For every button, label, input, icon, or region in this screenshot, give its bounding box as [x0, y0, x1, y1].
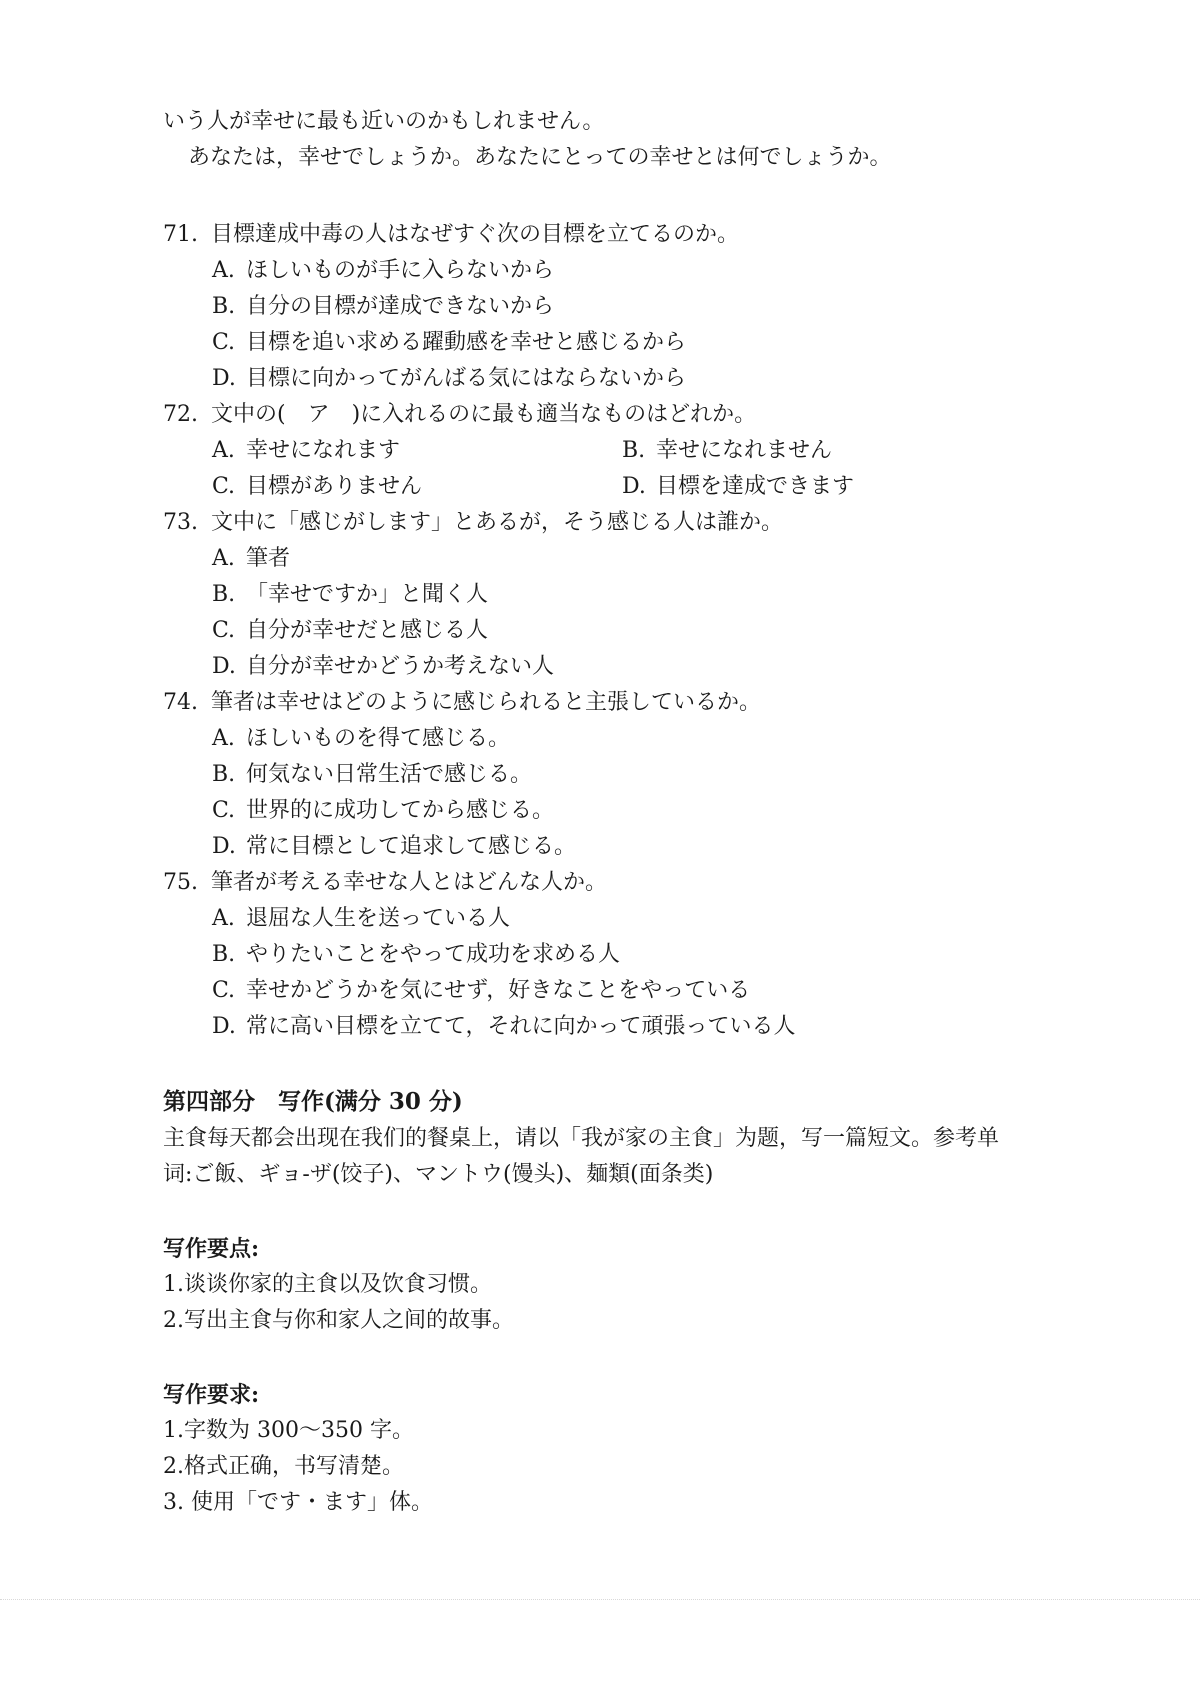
spacer [163, 1193, 1063, 1231]
option-text: 常に高い目標を立てて，それに向かって頑張っている人 [246, 1014, 796, 1039]
option-key: B. [212, 942, 236, 967]
option-c [163, 613, 1063, 649]
option-text: 幸せになれません [656, 438, 833, 463]
question-stem [163, 217, 1063, 253]
option-key: D. [212, 654, 236, 679]
option-text: 目標に向かってがんばる気にはならないから [246, 366, 687, 391]
question-number: 74. [163, 690, 198, 715]
spacer [163, 176, 1063, 217]
option-a [163, 901, 1063, 937]
writing-section [163, 1083, 1063, 1521]
option-key: C. [212, 978, 236, 1003]
question-stem [163, 505, 1063, 541]
option-key: D. [212, 1014, 236, 1039]
option-key: A. [212, 726, 235, 751]
option-key: C. [212, 798, 236, 823]
option-a [212, 433, 622, 469]
option-d [163, 1009, 1063, 1045]
option-b [163, 577, 1063, 613]
writing-prompt-line-2: 词:ご飯、ギョ-ザ(饺子)、マントウ(馒头)、麺類(面条类) [163, 1162, 714, 1187]
option-text: 退屈な人生を送っている人 [246, 906, 511, 931]
option-text: 筆者 [246, 546, 291, 571]
writing-points-title: 写作要点: [163, 1236, 260, 1262]
option-text: 目標がありません [246, 474, 423, 499]
question-stem [163, 397, 1063, 433]
question-number: 71. [163, 222, 198, 247]
option-b [163, 757, 1063, 793]
question-number: 73. [163, 510, 198, 535]
question-number: 72. [163, 402, 198, 427]
exam-page [163, 104, 1063, 1521]
question-text: 目標達成中毒の人はなぜすぐ次の目標を立てるのか。 [211, 222, 740, 247]
option-a [163, 721, 1063, 757]
option-key: C. [212, 330, 236, 355]
writing-requirements-title: 写作要求: [163, 1382, 260, 1408]
option-text: 目標を達成できます [656, 474, 855, 499]
option-c [163, 325, 1063, 361]
question-75 [163, 865, 1063, 1045]
writing-prompt-line-1: 主食每天都会出现在我们的餐桌上，请以「我が家の主食」为题，写一篇短文。参考单 [163, 1126, 1000, 1151]
option-d [163, 649, 1063, 685]
option-key: B. [212, 294, 236, 319]
question-text: 文中の( ア )に入れるのに最も適当なものはどれか。 [211, 402, 757, 427]
option-key: A. [212, 438, 235, 463]
writing-requirement: 2.格式正确，书写清楚。 [163, 1454, 404, 1479]
question-stem [163, 865, 1063, 901]
section-title: 第四部分 写作(满分 30 分) [163, 1088, 463, 1115]
question-text: 筆者が考える幸せな人とはどんな人か。 [211, 870, 608, 895]
option-d [163, 361, 1063, 397]
option-text: 何気ない日常生活で感じる。 [246, 762, 533, 787]
question-text: 筆者は幸せはどのように感じられると主張しているか。 [211, 690, 762, 715]
question-number: 75. [163, 870, 198, 895]
option-c [163, 973, 1063, 1009]
option-text: 幸せになれます [246, 438, 401, 463]
option-key: B. [212, 582, 236, 607]
option-text: 目標を追い求める躍動感を幸せと感じるから [246, 330, 687, 355]
option-c [163, 793, 1063, 829]
option-text: 幸せかどうかを気にせず，好きなことをやっている [246, 978, 751, 1003]
page-bottom-divider [0, 1599, 1200, 1600]
option-key: B. [622, 438, 646, 463]
question-73 [163, 505, 1063, 685]
option-text: 自分が幸せかどうか考えない人 [246, 654, 555, 679]
question-text: 文中に「感じがします」とあるが，そう感じる人は誰か。 [211, 510, 784, 535]
option-key: A. [212, 906, 235, 931]
writing-requirement: 3. 使用「です・ます」体。 [163, 1490, 433, 1515]
option-text: やりたいことをやって成功を求める人 [246, 942, 621, 967]
spacer [163, 1339, 1063, 1377]
option-d [622, 469, 1032, 505]
writing-requirement: 1.字数为 300～350 字。 [163, 1418, 414, 1443]
option-b [163, 937, 1063, 973]
writing-point: 1.谈谈你家的主食以及饮食习惯。 [163, 1272, 492, 1297]
option-text: 世界的に成功してから感じる。 [246, 798, 555, 823]
option-a [163, 541, 1063, 577]
option-key: C. [212, 474, 236, 499]
option-text: ほしいものが手に入らないから [246, 258, 555, 283]
option-c [212, 469, 622, 505]
question-74 [163, 685, 1063, 865]
option-text: 自分の目標が達成できないから [246, 294, 555, 319]
option-key: D. [622, 474, 646, 499]
question-stem [163, 685, 1063, 721]
option-key: D. [212, 834, 236, 859]
option-key: A. [212, 546, 235, 571]
option-text: ほしいものを得て感じる。 [246, 726, 511, 751]
intro-line-1: いう人が幸せに最も近いのかもしれません。 [163, 109, 605, 134]
option-b [622, 433, 1032, 469]
option-row [163, 469, 1063, 505]
option-text: 「幸せですか」と聞く人 [246, 582, 489, 607]
question-71 [163, 217, 1063, 397]
option-b [163, 289, 1063, 325]
option-key: C. [212, 618, 236, 643]
option-key: D. [212, 366, 236, 391]
option-key: A. [212, 258, 235, 283]
option-text: 常に目標として追求して感じる。 [246, 834, 577, 859]
spacer [163, 1045, 1063, 1083]
question-72 [163, 397, 1063, 505]
option-d [163, 829, 1063, 865]
option-text: 自分が幸せだと感じる人 [246, 618, 489, 643]
option-row [163, 433, 1063, 469]
intro-line-2: あなたは，幸せでしょうか。あなたにとっての幸せとは何でしょうか。 [188, 145, 892, 170]
option-key: B. [212, 762, 236, 787]
writing-point: 2.写出主食与你和家人之间的故事。 [163, 1308, 514, 1333]
option-a [163, 253, 1063, 289]
